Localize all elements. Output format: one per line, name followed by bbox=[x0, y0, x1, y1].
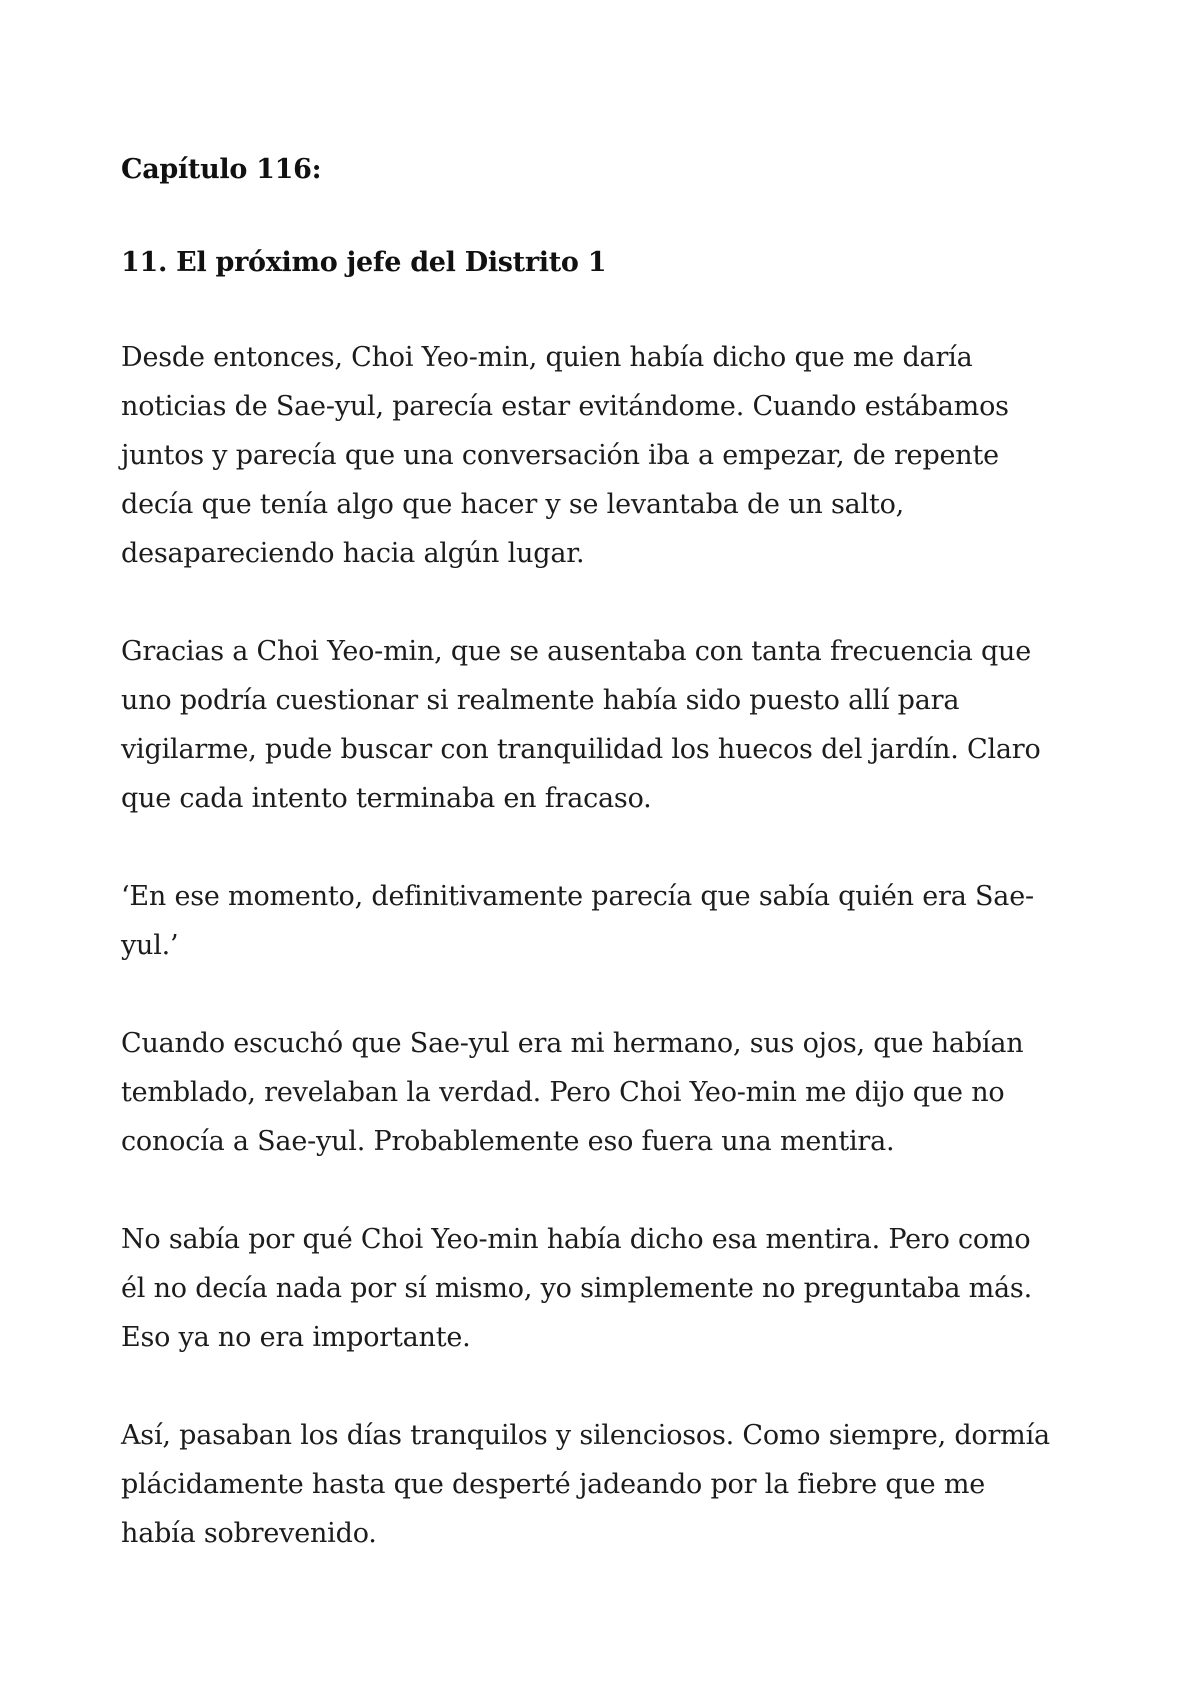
paragraph: Así, pasaban los días tranquilos y silenciosos. Como siempre, dormía plácidamente hasta que desperté jadeando por la fiebre que me había sobrevenido. bbox=[121, 1420, 1050, 1549]
document-page bbox=[121, 150, 1101, 1607]
paragraph: Cuando escuchó que Sae-yul era mi hermano, sus ojos, que habían temblado, revelaban la verdad. Pero Choi Yeo-min me dijo que no conocía a Sae-yul. Probablemente eso fuera una mentira. bbox=[121, 1028, 1024, 1157]
paragraph: Desde entonces, Choi Yeo-min, quien había dicho que me daría noticias de Sae-yul, parecía estar evitándome. Cuando estábamos juntos y parecía que una conversación iba a empezar, de repente decía que tenía algo que hacer y se levantaba de un salto, desapareciendo hacia algún lugar. bbox=[121, 342, 1009, 569]
chapter-title: Capítulo 116: bbox=[121, 154, 322, 185]
paragraph: ‘En ese momento, definitivamente parecía que sabía quién era Sae- yul.’ bbox=[121, 881, 1034, 961]
paragraph: No sabía por qué Choi Yeo-min había dicho esa mentira. Pero como él no decía nada por sí mismo, yo simplemente no preguntaba más. Eso ya no era importante. bbox=[121, 1224, 1032, 1353]
section-title: 11. El próximo jefe del Distrito 1 bbox=[121, 247, 607, 278]
paragraph: Gracias a Choi Yeo-min, que se ausentaba con tanta frecuencia que uno podría cuestionar si realmente había sido puesto allí para vigilarme, pude buscar con tranquilidad los huecos del jardín. Claro que cada intento terminaba en fracaso. bbox=[121, 636, 1041, 814]
